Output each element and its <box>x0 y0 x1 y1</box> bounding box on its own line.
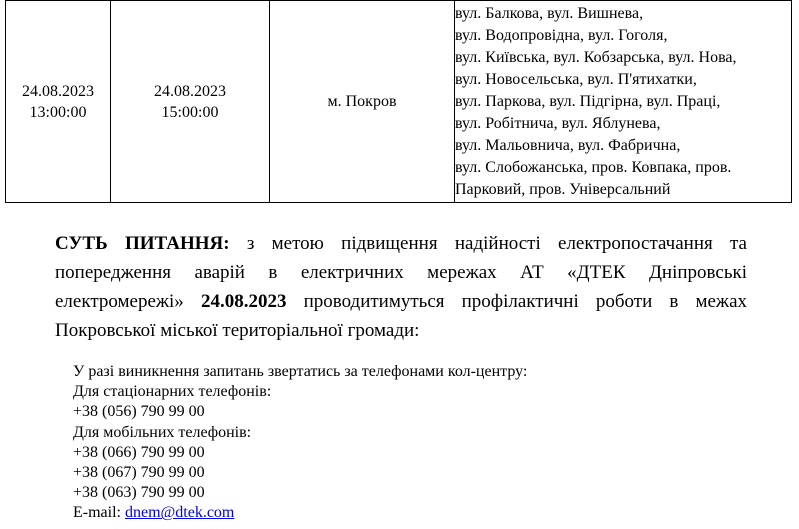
streets-cell <box>455 1 792 203</box>
mobile-label: Для мобільних телефонів: <box>73 423 252 441</box>
contacts-intro: У разі виникнення запитань звертатись за телефонами кол-центру: <box>73 363 528 380</box>
mobile-phone: +38 (063) 790 99 00 <box>73 484 205 502</box>
city-name: м. Покров <box>327 92 397 110</box>
street-line: вул. Паркова, вул. Підгірна, вул. Праці, <box>455 92 721 110</box>
email-label: E-mail: <box>73 504 125 522</box>
contacts-block <box>73 362 527 524</box>
street-line: вул. Київська, вул. Кобзарська, вул. Нова, <box>455 48 737 66</box>
email-link[interactable]: dnem@dtek.com <box>124 504 235 522</box>
street-line: вул. Новосельська, вул. П'ятихатки, <box>455 70 697 88</box>
street-line: Парковий, пров. Універсальний <box>455 180 671 198</box>
start-datetime-cell <box>6 1 111 203</box>
essence-date: 24.08.2023 <box>200 291 287 312</box>
city-cell <box>270 1 455 203</box>
email-line <box>73 503 527 523</box>
start-time: 13:00:00 <box>29 103 87 121</box>
essence-text-before-date: з метою підвищення надійності електропостачання та попередження аварій в електричних мережах АТ «ДТЕК Дніпровські електромережі» <box>55 233 747 312</box>
street-line: вул. Мальовнича, вул. Фабрична, <box>455 136 681 154</box>
essence-label: СУТЬ ПИТАННЯ: <box>55 233 230 254</box>
start-date: 24.08.2023 <box>22 82 94 100</box>
landline-label: Для стаціонарних телефонів: <box>73 383 272 401</box>
mobile-phone: +38 (066) 790 99 00 <box>73 443 205 461</box>
street-line: вул. Балкова, вул. Вишнева, <box>455 4 644 22</box>
end-time: 15:00:00 <box>161 103 219 121</box>
outage-schedule-table <box>5 0 792 203</box>
essence-text-after-date: проводитимуться профілактичні роботи в межах Покровської міської територіальної громади: <box>55 291 747 341</box>
street-line: вул. Слобожанська, пров. Ковпака, пров. <box>455 158 732 176</box>
essence-paragraph <box>55 229 747 345</box>
end-date: 24.08.2023 <box>154 82 226 100</box>
mobile-phone: +38 (067) 790 99 00 <box>73 464 205 482</box>
table-row <box>6 1 792 203</box>
end-datetime-cell <box>111 1 270 203</box>
landline-phone: +38 (056) 790 99 00 <box>73 403 205 421</box>
street-line: вул. Робітнича, вул. Яблунева, <box>455 114 661 132</box>
street-line: вул. Водопровідна, вул. Гоголя, <box>455 26 668 44</box>
